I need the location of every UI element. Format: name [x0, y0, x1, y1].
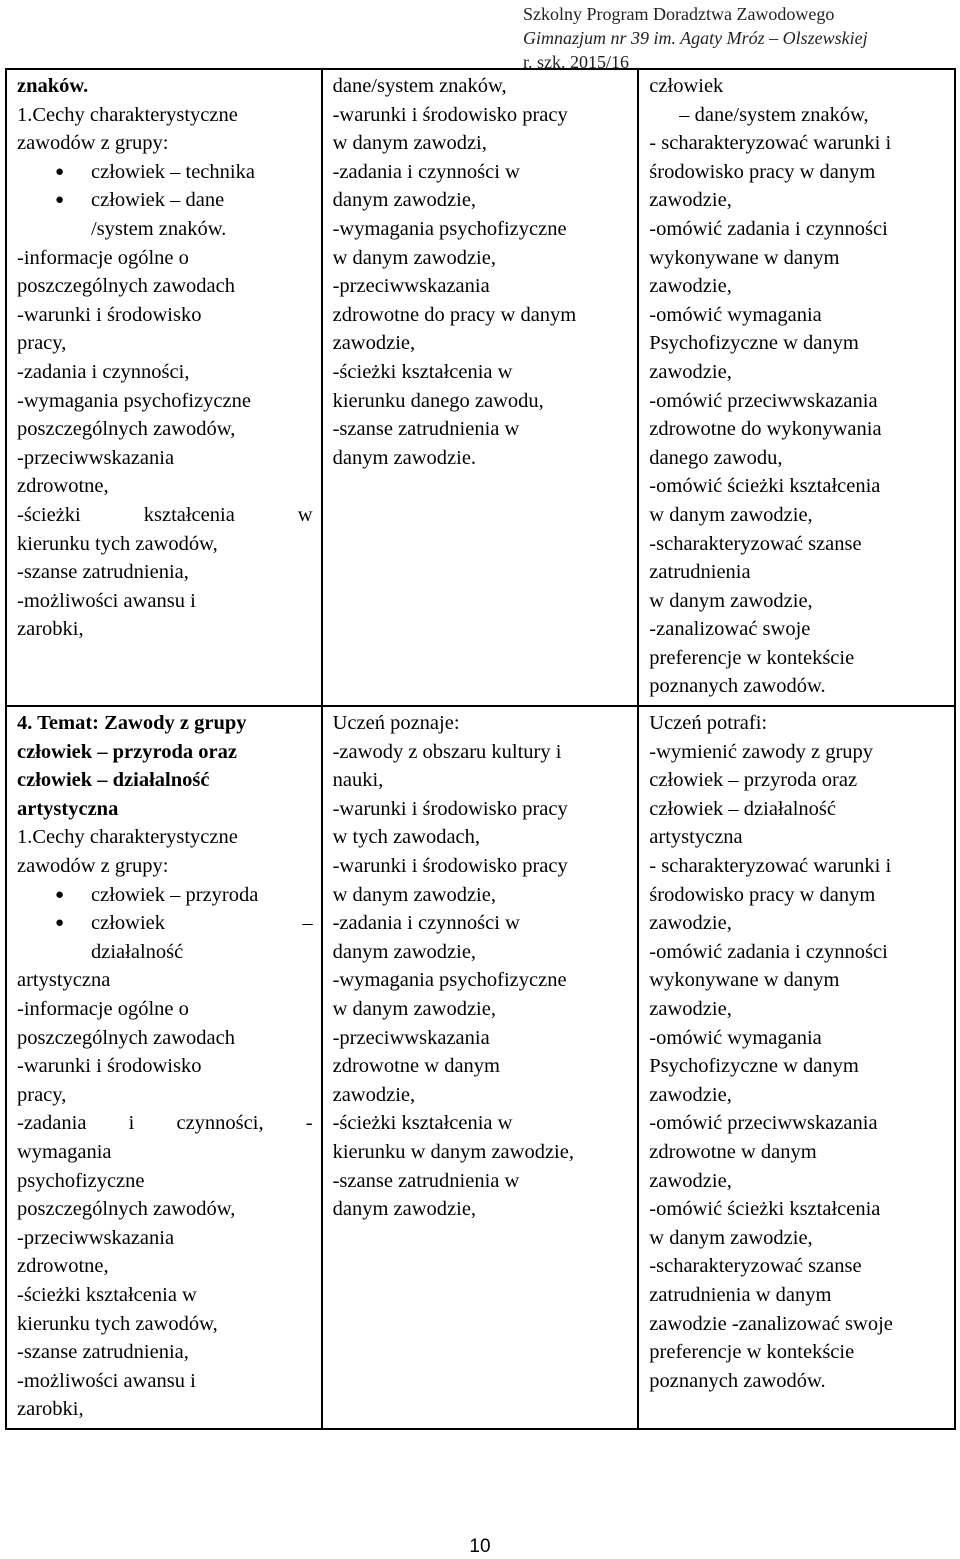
skills-line: zawodzie, [649, 1083, 732, 1106]
list-item-continuation: działalność [91, 940, 184, 963]
skills-line: -scharakteryzować szanse [649, 532, 862, 555]
list-item: -informacje ogólne o [17, 998, 189, 1020]
content-line: dane/system znaków, [332, 75, 507, 97]
lesson-title: 4. Temat: Zawody z grupy [17, 712, 247, 735]
list-item: psychofizyczne [17, 1169, 145, 1192]
content-line: nauki, [332, 769, 384, 792]
content-line: zdrowotne do pracy w danym [332, 303, 577, 326]
list-item: -możliwości awansu i [17, 1369, 196, 1392]
list-item: ● człowiek – przyroda [17, 881, 313, 910]
skills-line: -omówić wymagania [649, 1026, 822, 1049]
list-item: -informacje ogólne o [17, 246, 189, 269]
list-item: -zadania i czynności, - [17, 1112, 313, 1135]
skills-line: w danym zawodzie, [649, 1226, 813, 1249]
content-line: kierunku w danym zawodzie, [332, 1140, 574, 1163]
section-heading: 1.Cechy charakterystyczne [17, 826, 238, 849]
list-item: -wymagania psychofizyczne [17, 389, 251, 412]
skills-line: -omówić zadania i czynności [649, 940, 888, 963]
content-line: -zadania i czynności w [332, 912, 520, 935]
skills-line: w danym zawodzie, [649, 589, 813, 612]
header-school-name: Gimnazjum nr 39 im. Agaty Mróz – Olszewskiej [523, 28, 868, 48]
skills-line: -omówić ścieżki kształcenia [649, 475, 881, 498]
skills-line: zawodzie -zanalizować swoje [649, 1312, 893, 1335]
list-item: pracy, [17, 1083, 67, 1106]
skills-line: -scharakteryzować szanse [649, 1255, 862, 1278]
curriculum-table [5, 68, 956, 1430]
list-item: -zadania i czynności, [17, 360, 190, 383]
skills-line: zawodzie, [649, 275, 732, 298]
list-item: poszczególnych zawodów, [17, 1198, 236, 1221]
list-item: artystyczna [17, 969, 111, 992]
content-line: w danym zawodzie, [332, 998, 496, 1020]
content-line: -szanse zatrudnienia w [332, 1169, 520, 1192]
skills-line: w danym zawodzie, [649, 503, 813, 526]
list-item: zarobki, [17, 618, 84, 641]
skills-line: danego zawodu, [649, 446, 783, 469]
cell-skills [638, 69, 955, 706]
cell-topic [6, 706, 322, 1429]
cell-topic [6, 69, 322, 706]
skills-line: środowisko pracy w danym [649, 160, 876, 183]
list-item: pracy, [17, 332, 67, 355]
skills-line: zatrudnienia w danym [649, 1283, 832, 1306]
skills-line: zdrowotne w danym [649, 1140, 817, 1163]
list-item: poszczególnych zawodów, [17, 418, 236, 441]
list-item: zdrowotne, [17, 475, 109, 498]
skills-line: - scharakteryzować warunki i [649, 855, 892, 878]
skills-line: zawodzie, [649, 189, 732, 212]
skills-line: artystyczna [649, 826, 743, 849]
content-line: -szanse zatrudnienia w [332, 418, 520, 441]
content-line: -zawody z obszaru kultury i [332, 740, 562, 763]
skills-line: człowiek – działalność [649, 797, 836, 820]
content-line: w danym zawodzie, [332, 246, 496, 269]
skills-line: zawodzie, [649, 1169, 732, 1192]
continued-text: znaków. [17, 75, 89, 97]
skills-line: preferencje w kontekście [649, 1341, 855, 1364]
skills-line: zatrudnienia [649, 561, 751, 584]
skills-line: zawodzie, [649, 998, 732, 1020]
content-line: -przeciwwskazania [332, 1026, 490, 1049]
content-line: w danym zawodzi, [332, 132, 487, 155]
skills-line: Psychofizyczne w danym [649, 332, 859, 355]
lesson-title: człowiek – przyroda oraz [17, 740, 237, 763]
skills-line: -omówić przeciwwskazania [649, 1112, 878, 1135]
list-item: zdrowotne, [17, 1255, 109, 1278]
content-line: -przeciwwskazania [332, 275, 490, 298]
section-heading: 1.Cechy charakterystyczne [17, 103, 238, 126]
content-line: kierunku danego zawodu, [332, 389, 544, 412]
content-line: zdrowotne w danym [332, 1055, 500, 1078]
page-header [523, 2, 953, 74]
skills-line: człowiek – przyroda oraz [649, 769, 858, 792]
content-line: -wymagania psychofizyczne [332, 217, 567, 240]
list-item: kierunku tych zawodów, [17, 532, 218, 555]
skills-line: - scharakteryzować warunki i [649, 132, 892, 155]
skills-line: – dane/system znaków, [679, 103, 869, 126]
skills-line: -omówić wymagania [649, 303, 822, 326]
section-heading: zawodów z grupy: [17, 132, 169, 155]
content-line: -ścieżki kształcenia w [332, 360, 513, 383]
skills-line: człowiek [649, 75, 724, 97]
skills-line: -zanalizować swoje [649, 618, 811, 641]
skills-line: -wymienić zawody z grupy [649, 740, 874, 763]
header-program-title: Szkolny Program Doradztwa Zawodowego [523, 4, 835, 24]
list-item: wymagania [17, 1140, 112, 1163]
skills-line: -omówić przeciwwskazania [649, 389, 878, 412]
content-line: w tych zawodach, [332, 826, 481, 849]
table-row [6, 69, 955, 706]
skills-line: wykonywane w danym [649, 969, 840, 992]
list-item: zarobki, [17, 1398, 84, 1421]
skills-line: poznanych zawodów. [649, 1369, 826, 1392]
list-item-text: człowiek – dane [91, 189, 225, 212]
skills-line: poznanych zawodów. [649, 675, 826, 698]
skills-line: Uczeń potrafi: [649, 712, 768, 735]
content-line: danym zawodzie, [332, 1198, 477, 1221]
content-line: zawodzie, [332, 332, 416, 355]
skills-line: środowisko pracy w danym [649, 883, 876, 906]
skills-line: preferencje w kontekście [649, 646, 855, 669]
list-item-text: ● człowiek – [91, 912, 313, 935]
list-item: -przeciwwskazania [17, 446, 175, 469]
list-item: -ścieżki kształcenia w [17, 1283, 197, 1306]
list-item: -możliwości awansu i [17, 589, 196, 612]
content-line: -warunki i środowisko pracy [332, 103, 568, 126]
list-item-continuation: /system znaków. [91, 217, 227, 240]
lesson-title: człowiek – działalność [17, 769, 210, 792]
bullet-list [17, 881, 313, 938]
content-line: Uczeń poznaje: [332, 712, 460, 735]
content-line: -ścieżki kształcenia w [332, 1112, 513, 1135]
list-item: -szanse zatrudnienia, [17, 1341, 189, 1364]
list-item: poszczególnych zawodach [17, 275, 235, 298]
skills-line: Psychofizyczne w danym [649, 1055, 859, 1078]
page-number: 10 [469, 1536, 491, 1557]
skills-line: zawodzie, [649, 912, 732, 935]
skills-line: -omówić ścieżki kształcenia [649, 1198, 881, 1221]
content-line: -warunki i środowisko pracy [332, 855, 568, 878]
list-item [17, 186, 313, 215]
content-line: w danym zawodzie, [332, 883, 496, 906]
skills-line: -omówić zadania i czynności [649, 217, 888, 240]
list-item: ● człowiek – technika [17, 158, 313, 187]
skills-line: zawodzie, [649, 360, 732, 383]
content-line: -zadania i czynności w [332, 160, 520, 183]
skills-line: wykonywane w danym [649, 246, 840, 269]
cell-content [322, 706, 639, 1429]
lesson-title: artystyczna [17, 797, 119, 820]
list-item [17, 909, 313, 938]
list-item: -szanse zatrudnienia, [17, 561, 189, 584]
list-item: -ścieżki kształcenia w [17, 503, 313, 526]
content-line: danym zawodzie, [332, 189, 477, 212]
table-row [6, 706, 955, 1429]
section-heading: zawodów z grupy: [17, 855, 169, 878]
header-school-year: r. szk. 2015/16 [523, 52, 629, 72]
list-item: -przeciwwskazania [17, 1226, 175, 1249]
list-item: kierunku tych zawodów, [17, 1312, 218, 1335]
skills-line: zdrowotne do wykonywania [649, 418, 882, 441]
cell-skills [638, 706, 955, 1429]
content-line: zawodzie, [332, 1083, 416, 1106]
spacer [17, 644, 313, 672]
list-item: poszczególnych zawodach [17, 1026, 235, 1049]
cell-content [322, 69, 639, 706]
content-line: danym zawodzie. [332, 446, 477, 469]
bullet-list [17, 158, 313, 215]
list-item: -warunki i środowisko [17, 303, 202, 326]
content-line: -wymagania psychofizyczne [332, 969, 567, 992]
content-line: danym zawodzie, [332, 940, 477, 963]
list-item: -warunki i środowisko [17, 1055, 202, 1078]
content-line: -warunki i środowisko pracy [332, 797, 568, 820]
